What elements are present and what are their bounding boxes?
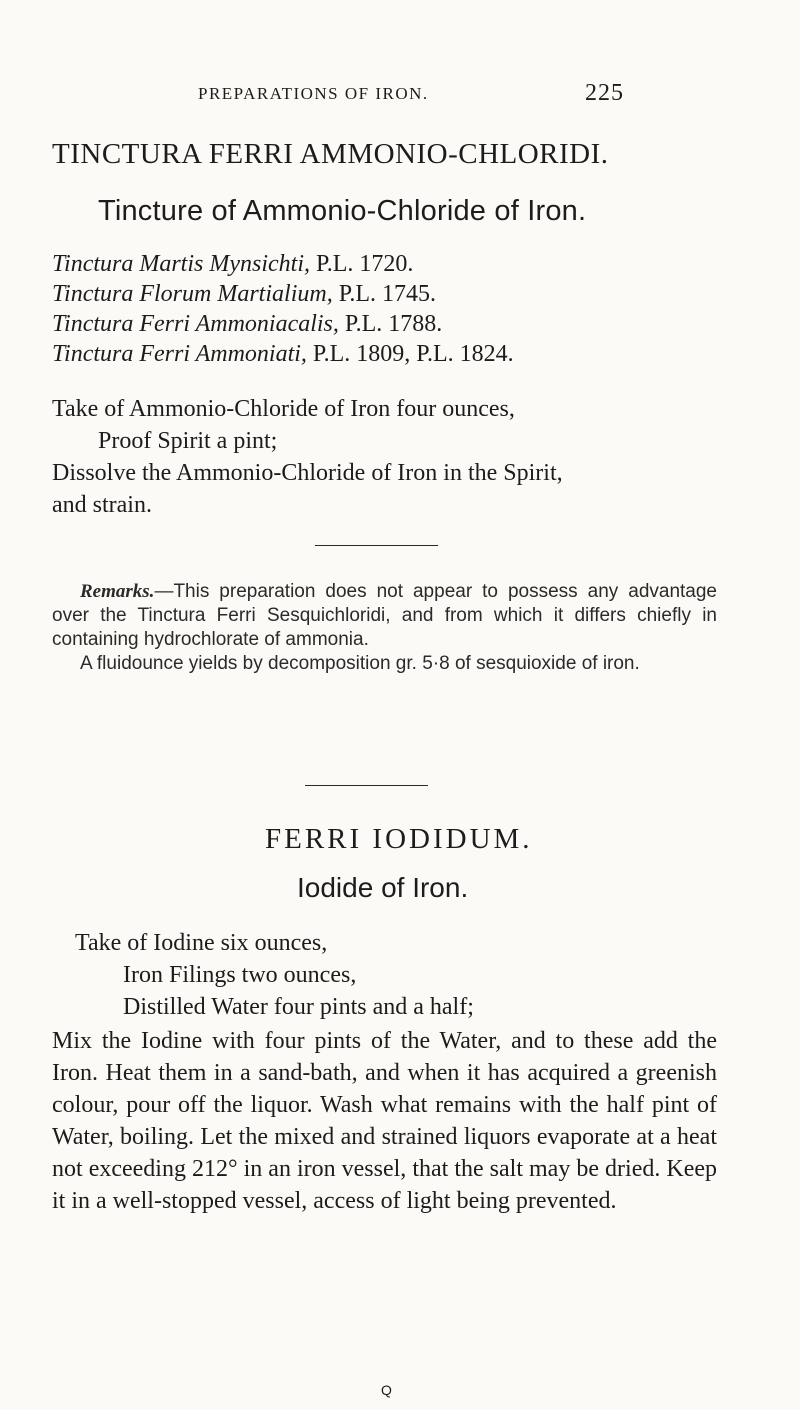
signature-mark: Q <box>381 1382 392 1398</box>
synonym-ref: P.L. 1788. <box>344 311 443 337</box>
ingredient-line: Distilled Water four pints and a half; <box>123 994 474 1020</box>
recipe-line: Proof Spirit a pint; <box>98 428 278 454</box>
remarks-text: —This preparation does not appear to possess any advantage over the Tinctura Ferri Sesquichloridi, and from which it differs chiefly in containing hydrochlorate of ammonia. <box>52 581 717 650</box>
remarks-lead: Remarks. <box>80 581 155 602</box>
ingredient-line: Take of Iodine six ounces, <box>75 930 328 956</box>
synonym-name: Tinctura Ferri Ammoniati, <box>52 341 307 367</box>
page-number: 225 <box>585 80 624 106</box>
recipe-line: Dissolve the Ammonio-Chloride of Iron in the Spirit, <box>52 460 563 486</box>
divider-rule <box>315 545 438 546</box>
directions-text: Mix the Iodine with four pints of the Water, and to these add the Iron. Heat them in a sand-bath, and when it has acquired a greenish colour, pour off the liquor. Wash what remains with the half pint of Water, boiling. Let the mixed and strained liquors evaporate at a heat not exceeding 212° in an iron vessel, that the salt may be dried. Keep it in a well-stopped vessel, access of light being prevented. <box>52 1028 717 1214</box>
synonym-name: Tinctura Martis Mynsichti, <box>52 251 310 277</box>
synonym-name: Tinctura Ferri Ammoniacalis, <box>52 311 339 337</box>
synonym-ref: P.L. 1809, P.L. 1824. <box>312 341 514 367</box>
remarks-block <box>52 580 717 676</box>
section-subtitle: Iodide of Iron. <box>297 872 469 903</box>
directions-paragraph <box>52 1025 717 1217</box>
section-title: TINCTURA FERRI AMMONIO-CHLORIDI. <box>52 138 609 170</box>
recipe-line: and strain. <box>52 492 152 518</box>
ingredient-line: Iron Filings two ounces, <box>123 962 357 988</box>
synonym-ref: P.L. 1745. <box>338 281 437 307</box>
synonym-line <box>52 281 436 308</box>
section-title: FERRI IODIDUM. <box>265 823 533 855</box>
synonym-line <box>52 251 413 278</box>
running-head: PREPARATIONS OF IRON. <box>198 84 429 103</box>
synonym-name: Tinctura Florum Martialium, <box>52 281 333 307</box>
synonym-line <box>52 341 514 368</box>
synonym-ref: P.L. 1720. <box>316 251 414 277</box>
remarks-yield: A fluidounce yields by decomposition gr. 5·8 of sesquioxide of iron. <box>80 653 640 674</box>
synonym-line <box>52 311 442 338</box>
divider-rule <box>305 785 428 786</box>
section-subtitle: Tincture of Ammonio-Chloride of Iron. <box>98 195 587 227</box>
recipe-line: Take of Ammonio-Chloride of Iron four ounces, <box>52 396 515 422</box>
